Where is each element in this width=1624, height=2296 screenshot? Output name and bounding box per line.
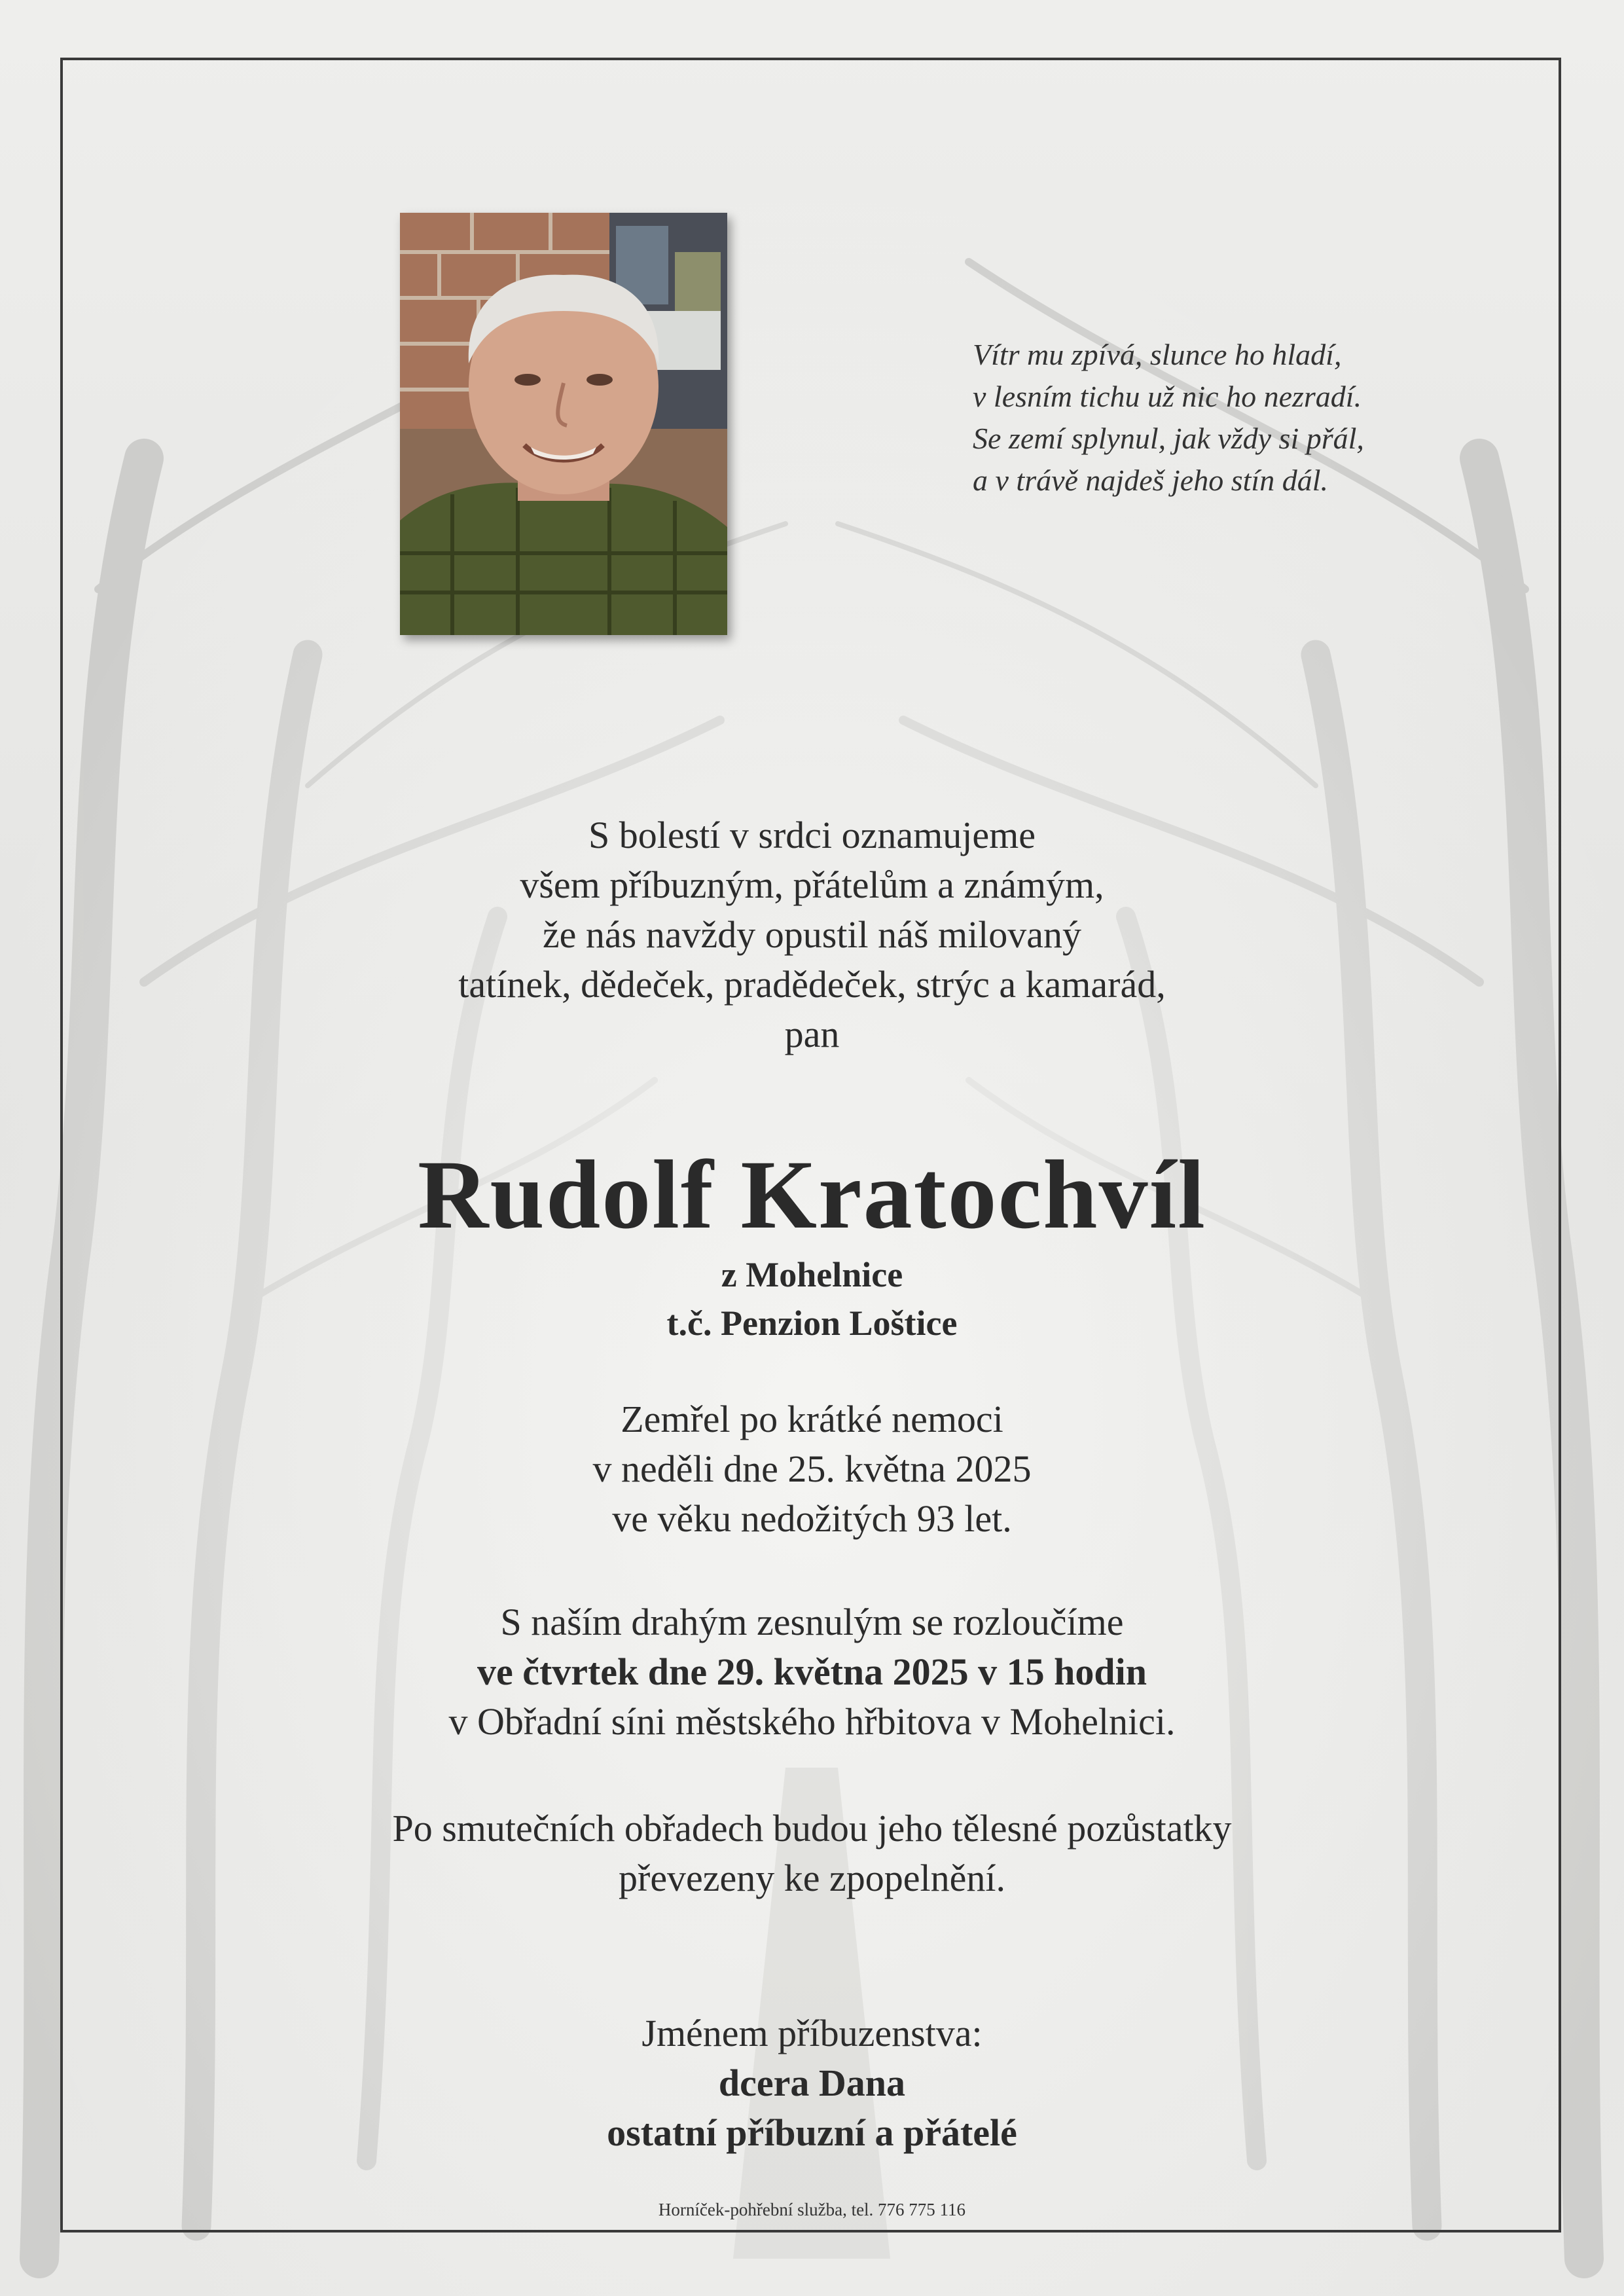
death-line: Zemřel po krátké nemoci (621, 1398, 1003, 1440)
poem-line: Vítr mu zpívá, slunce ho hladí, (973, 338, 1342, 371)
poem-line: Se zemí splynul, jak vždy si přál, (973, 422, 1364, 455)
cremation-info (0, 1804, 1624, 1903)
announcement-intro (0, 811, 1624, 1059)
deceased-name: Rudolf Kratochvíl (418, 1140, 1206, 1249)
family-signature (0, 2009, 1624, 2158)
portrait-image (400, 213, 727, 635)
family-label: Jménem příbuzenstva: (641, 2012, 983, 2054)
current-residence: t.č. Penzion Loštice (666, 1303, 958, 1343)
cremation-line: převezeny ke zpopelnění. (619, 1857, 1005, 1899)
family-others: ostatní příbuzní a přátelé (607, 2111, 1017, 2154)
funeral-service-footer: Horníček-pohřební služba, tel. 776 775 116 (658, 2200, 966, 2219)
farewell-info (0, 1597, 1624, 1747)
intro-line: že nás navždy opustil náš milovaný (542, 913, 1082, 956)
family-daughter: dcera Dana (718, 2062, 906, 2104)
poem-line: a v trávě najdeš jeho stín dál. (973, 464, 1328, 497)
intro-line: pan (784, 1013, 840, 1055)
death-line: ve věku nedožitých 93 let. (612, 1497, 1012, 1540)
poem (973, 334, 1496, 501)
cremation-line: Po smutečních obřadech budou jeho tělesné pozůstatky (392, 1807, 1232, 1850)
intro-line: S bolestí v srdci oznamujeme (588, 814, 1036, 856)
deceased-origin (0, 1250, 1624, 1347)
intro-line: všem příbuzným, přátelům a známým, (520, 864, 1104, 906)
intro-line: tatínek, dědeček, pradědeček, strýc a kamarád, (458, 963, 1166, 1006)
origin-town: z Mohelnice (721, 1255, 903, 1294)
portrait-photo (400, 213, 727, 635)
farewell-intro: S naším drahým zesnulým se rozloučíme (500, 1601, 1124, 1643)
poem-line: v lesním tichu už nic ho nezradí. (973, 380, 1362, 413)
death-info (0, 1394, 1624, 1544)
farewell-place: v Obřadní síni městského hřbitova v Mohelnici. (448, 1700, 1176, 1743)
death-line: v neděli dne 25. května 2025 (592, 1448, 1032, 1490)
farewell-datetime: ve čtvrtek dne 29. května 2025 v 15 hodin (477, 1650, 1147, 1693)
